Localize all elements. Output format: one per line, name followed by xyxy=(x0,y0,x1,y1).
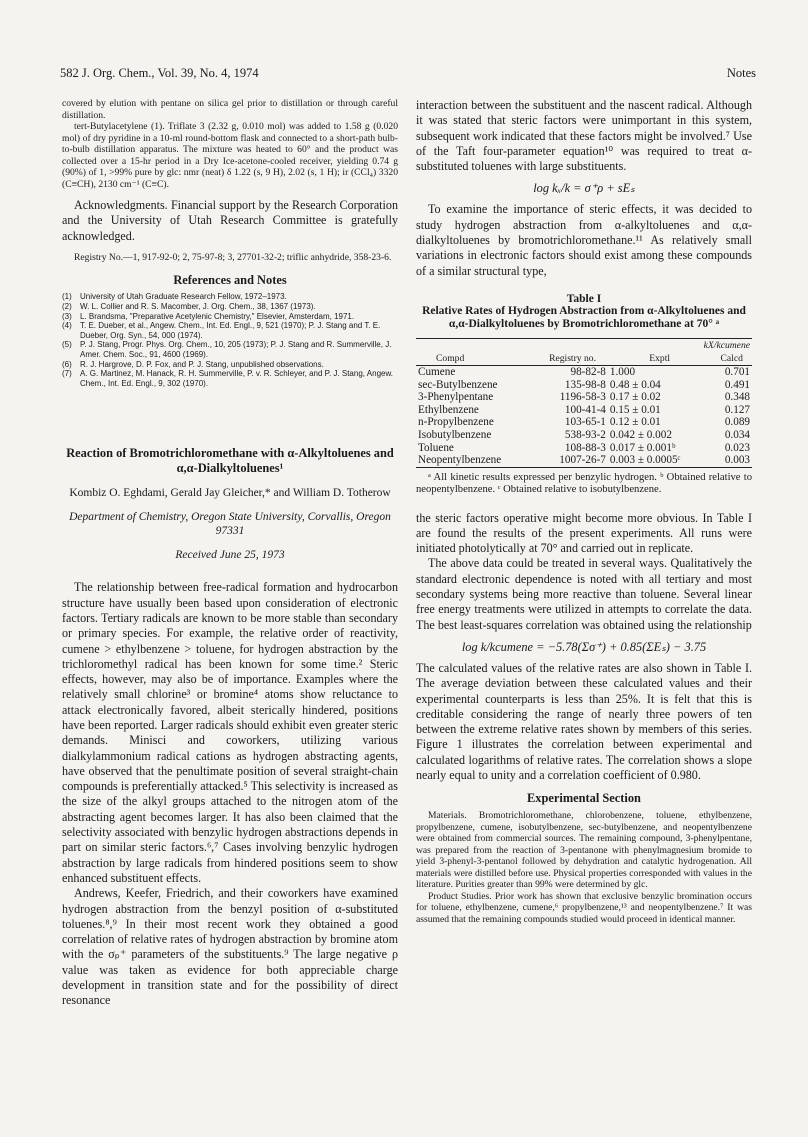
table-group-header: kX/kcumene xyxy=(703,339,750,351)
header-calcd: Calcd xyxy=(720,352,743,364)
objective-paragraph: To examine the importance of steric effects, it was decided to study hydrogen abstraction from α-alkyltoluenes and α,α-dialkyltoluenes by bromotrichloromethane.¹¹ As relatively small variations in electronic factors should exist among these compounds of a similar structural type, xyxy=(416,202,752,278)
table-1 xyxy=(416,293,752,497)
table-row: Isobutylbenzene 538-93-2 0.042 ± 0.002 0.034 xyxy=(418,428,750,441)
authors: Kombiz O. Eghdami, Gerald Jay Gleicher,* and William D. Totherow xyxy=(69,487,391,500)
continued-paragraph: interaction between the substituent and the nascent radical. Although it was stated that steric factors were unimportant in this system, subsequent work indicated that these factors might be involved.⁷ Use of the Taft four-parameter equation¹⁰ was required to treat α-substituted toluenes with large substituents. xyxy=(416,98,752,174)
reference-item: (1) University of Utah Graduate Research Fellow, 1972–1973. xyxy=(62,292,287,302)
tbutyl-paragraph: tert-Butylacetylene (1). Triflate 3 (2.32 g, 0.010 mol) was added to 1.58 g (0.020 mol) of dry pyridine in a 10-ml round-bottom flask and connected to a short-path bulb-to-bulb distillation apparatus. The mixture was heated to 60° and the product was collected over a 15-hr period in a Dry Ice-acetone-cooled receiver, yielding 0.74 g (90%) of 1, >99% pure by glc: nmr (neat) δ 1.22 (s, 9 H), 2.02 (s, 1 H); ir (CCl₄) 3320 (C≡CH), 2130 cm⁻¹ (C≡C). xyxy=(62,121,398,190)
table-row: Neopentylbenzene 1007-26-7 0.003 ± 0.0005ᶜ 0.003 xyxy=(418,454,750,467)
product-studies-paragraph: Product Studies. Prior work has shown that exclusive benzylic bromination occurs for toluene, ethylbenzene, cumene,⁶ propylbenzene,¹³ and neopentylbenzene.⁷ It was assumed that the remaining compounds studied would proceed in identical manner. xyxy=(416,890,752,925)
running-head: 582 J. Org. Chem., Vol. 39, No. 4, 1974 xyxy=(60,66,259,80)
equation-correlation: log k/kcumene = −5.78(Σσ⁺) + 0.85(ΣEₛ) − 3.75 xyxy=(461,639,707,654)
right-column xyxy=(416,98,752,925)
header-registry: Registry no. xyxy=(549,352,596,364)
equation-taft: log kₓ/k = σ⁺ρ + sEₛ xyxy=(533,181,635,196)
header-compd: Compd xyxy=(436,352,465,364)
affiliation: Department of Chemistry, Oregon State University, Corvallis, Oregon 97331 xyxy=(69,511,391,538)
reference-item: (4) T. E. Dueber, et al., Angew. Chem., Int. Ed. Engl., 9, 521 (1970); P. J. Stang and T. E. Dueber, Org. Syn., 54, 000 (1974). xyxy=(62,321,381,340)
table-label: Table I xyxy=(566,292,602,305)
section-label: Notes xyxy=(726,66,756,80)
table-row: sec-Butylbenzene 135-98-8 0.48 ± 0.04 0.491 xyxy=(418,378,750,391)
acknowledgments: Acknowledgments. Financial support by the Research Corporation and the University of Utah Research Committee is gratefully acknowledged. xyxy=(62,198,398,243)
calculated-paragraph: The calculated values of the relative rates are also shown in Table I. The average deviation between these calculated values and their experimental counterparts is less than 25%. It is felt that this is creditable considering the range of nearly three powers of ten between the extreme relative rates shown by members of this series. Figure 1 illustrates the correlation between experimental and calculated logarithms of relative rates. The correlation shows a slope nearly equal to unity and a correlation coefficient of 0.980. xyxy=(416,660,752,782)
table-row: Ethylbenzene 100-41-4 0.15 ± 0.01 0.127 xyxy=(418,403,750,416)
left-column xyxy=(62,98,398,1009)
table-title: Relative Rates of Hydrogen Abstraction from α-Alkyltoluenes and α,α-Dialkyltoluenes by Bromotrichloromethane at 70° ᵃ xyxy=(422,304,746,331)
reference-item: (3) L. Brandsma, "Preparative Acetylenic Chemistry," Elsevier, Amsterdam, 1971. xyxy=(62,311,355,321)
data-paragraph: The above data could be treated in several ways. Qualitatively the standard electronic dependence is noted with all tertiary and most secondary systems being more reactive than toluene. Several linear free energy treatments were utilized in attempts to correlate the data. The best least-squares correlation was obtained using the relationship xyxy=(416,556,752,632)
reference-item: (6) R. J. Hargrove, D. P. Fox, and P. J. Stang, unpublished observations. xyxy=(62,359,324,369)
materials-paragraph: Materials. Bromotrichloromethane, chlorobenzene, toluene, ethylbenzene, propylbenzene, cumene, isobutylbenzene, sec-butylbenzene, and neopentylbenzene were obtained from commercial sources. The remaining compound, 3-phenylpentane, was prepared from the reaction of 3-pentanone with phenylmagnesium bromide to yield 3-phenyl-3-pentanol followed by dehydration and catalytic hydrogenation. All materials were distilled before use. Physical properties corresponded with values in the literature. Purities greater than 99% were determined by glc. xyxy=(416,810,752,891)
references-list xyxy=(62,292,398,388)
registry-numbers: Registry No.—1, 917-92-0; 2, 75-97-8; 3, 27701-32-2; triflic anhydride, 358-23-6. xyxy=(74,251,392,263)
table-row: Toluene 108-88-3 0.017 ± 0.001ᵇ 0.023 xyxy=(418,441,750,454)
article-title: Reaction of Bromotrichloromethane with α-Alkyltoluenes and α,α-Dialkyltoluenes¹ xyxy=(66,446,394,476)
intro-paragraph-2: Andrews, Keefer, Friedrich, and their coworkers have examined hydrogen abstraction from the benzyl position of α-substituted toluenes.⁸,⁹ In their most recent work they obtained a good correlation of relative rates of hydrogen abstraction by bromine atom with the σₚ⁺ parameters of the substituents.⁹ The large negative ρ value was taken as evidence for both appreciable charge development in transition state and for the possibility of direct resonance xyxy=(62,886,398,1008)
header-exptl: Exptl xyxy=(649,352,671,364)
intro-text: covered by elution with pentane on silica gel prior to distillation or through careful distillation. xyxy=(62,98,398,121)
received-date: Received June 25, 1973 xyxy=(175,549,285,562)
experimental-title: Experimental Section xyxy=(527,791,641,806)
table-row: n-Propylbenzene 103-65-1 0.12 ± 0.01 0.089 xyxy=(418,416,750,429)
page-header xyxy=(60,66,756,82)
references-title: References and Notes xyxy=(173,273,287,288)
table-row: 3-Phenylpentane 1196-58-3 0.17 ± 0.02 0.348 xyxy=(418,391,750,404)
table-row: Cumene 98-82-8 1.000 0.701 xyxy=(418,365,750,378)
reference-item: (7) A. G. Martinez, M. Hanack, R. H. Summerville, P. v. R. Schleyer, and P. J. Stang, Angew. Chem., Int. Ed. Engl., 9, 302 (1970). xyxy=(62,369,394,388)
results-paragraph: the steric factors operative might become more obvious. In Table I are found the results of the present experiments. All runs were initiated photolytically at 70° and carried out in replicate. xyxy=(416,510,752,556)
intro-paragraph-1: The relationship between free-radical formation and hydrocarbon structure have usually been based upon consideration of electronic factors. Tertiary radicals are known to be more stable than secondary or primary species. For example, the relative order of reactivity, cumene > ethylbenzene > toluene, for hydrogen abstraction by the trichloromethyl radical has been known for some time.² Steric effects, however, may also be of importance. Examples where the relatively small chlorine³ or bromine⁴ atoms show reluctance to attack electronically favored, albeit sterically hindered, positions have been reported. Larger radicals should exhibit even greater steric demands. Minisci and coworkers, utilizing various dialkylammonium radical cations as hydrogen abstracting agents, have observed that the penultimate position of several straight-chain compounds is preferentially attacked.⁵ This selectivity is increased as the size of the alkyl groups attached to the nitrogen atom of the abstracting agent becomes larger. It has also been claimed that the selectivity associated with benzylic hydrogen abstractions depends in part on similar steric factors.⁶,⁷ Cases involving benzylic hydrogen abstraction by large radicals from hindered positions seem to show enhanced substituent effects. xyxy=(62,580,398,885)
table-footnote: ᵃ All kinetic results expressed per benzylic hydrogen. ᵇ Obtained relative to neopentylbenzene. ᶜ Obtained relative to isobutylbenzene. xyxy=(416,471,752,496)
rates-table xyxy=(416,338,752,468)
reference-item: (5) P. J. Stang, Progr. Phys. Org. Chem., 10, 205 (1973); P. J. Stang and R. Summerville, J. Amer. Chem. Soc., 91, 4600 (1969). xyxy=(62,340,392,359)
reference-item: (2) W. L. Collier and R. S. Macomber, J. Org. Chem., 38, 1367 (1973). xyxy=(62,301,316,311)
